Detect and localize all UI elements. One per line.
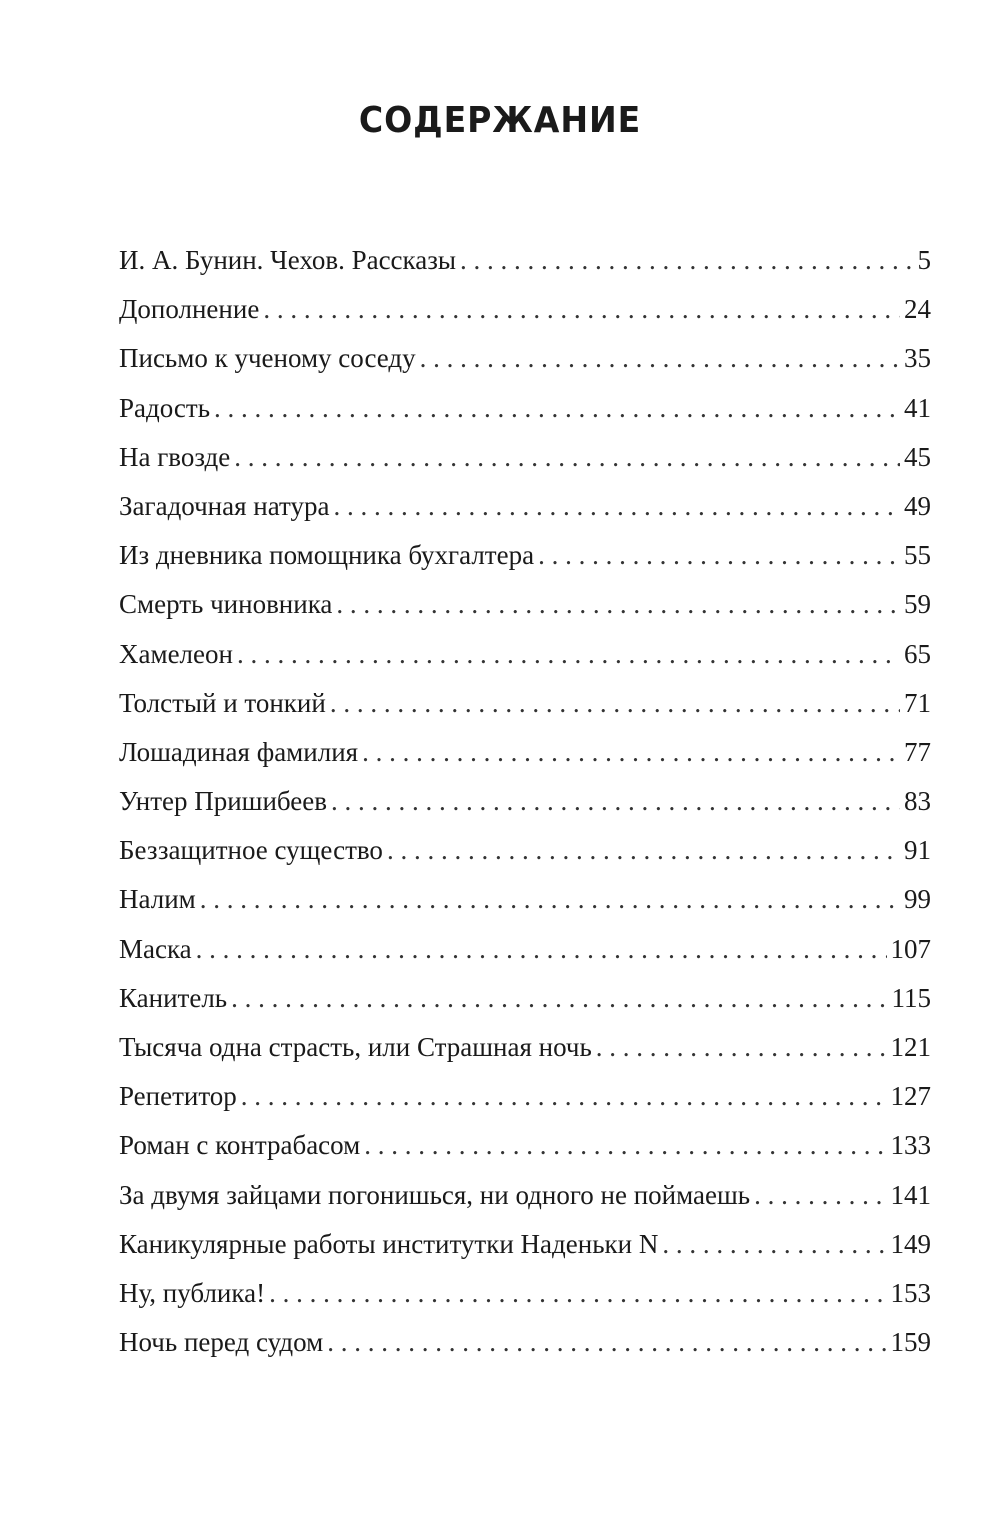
toc-dot-leader	[200, 875, 900, 924]
toc-dot-leader	[336, 580, 900, 629]
toc-dot-leader	[387, 826, 900, 875]
toc-entry	[119, 1269, 931, 1318]
toc-entry	[119, 875, 931, 924]
toc-entry-title: Налим	[119, 884, 196, 915]
page-title: СОДЕРЖАНИЕ	[358, 100, 642, 142]
toc-entry-page-number: 115	[891, 982, 931, 1013]
toc-dot-leader	[362, 728, 900, 777]
toc-entry-page-number: 91	[904, 835, 931, 866]
toc-entry	[119, 334, 931, 383]
toc-dot-leader	[420, 334, 900, 383]
toc-dot-leader	[241, 1072, 887, 1121]
toc-dot-leader	[234, 433, 900, 482]
toc-entry-page-number: 121	[890, 1032, 931, 1062]
toc-entry-title: Радость	[119, 392, 211, 423]
toc-entry-page-number: 149	[890, 1228, 931, 1259]
toc-entry	[119, 1171, 931, 1220]
toc-entry-title: Из дневника помощника бухгалтера	[119, 540, 535, 571]
toc-dot-leader	[263, 285, 900, 334]
toc-entry-page-number: 59	[904, 589, 931, 620]
toc-entry-title: Тысяча одна страсть, или Страшная ночь	[119, 1032, 592, 1062]
toc-dot-leader	[330, 679, 900, 728]
toc-entry-title: На гвозде	[119, 441, 231, 472]
toc-entry-title: Толстый и тонкий	[119, 687, 326, 718]
toc-dot-leader	[596, 1023, 887, 1072]
toc-entry	[119, 482, 931, 531]
toc-entry-title: Каникулярные работы институтки Наденьки N	[119, 1228, 659, 1259]
toc-entry	[119, 1072, 931, 1121]
toc-entry	[119, 236, 931, 285]
toc-entry-title: Загадочная натура	[119, 490, 330, 521]
toc-entry-title: Роман с контрабасом	[119, 1130, 361, 1161]
toc-entry	[119, 384, 931, 433]
toc-entry	[119, 433, 931, 482]
toc-entry-title: И. А. Бунин. Чехов. Рассказы	[119, 245, 457, 275]
toc-entry-title: Маска	[119, 933, 192, 964]
toc-dot-leader	[269, 1269, 886, 1318]
toc-entry-page-number: 99	[904, 884, 931, 915]
toc-dot-leader	[333, 482, 900, 531]
toc-entry-title: Репетитор	[119, 1081, 237, 1112]
toc-dot-leader	[196, 925, 887, 974]
toc-entry	[119, 1318, 931, 1367]
toc-entry-page-number: 127	[890, 1081, 931, 1112]
toc-entry-title: Беззащитное существо	[119, 835, 383, 866]
toc-entry-title: Унтер Пришибеев	[119, 786, 328, 817]
toc-entry-title: За двумя зайцами погонишься, ни одного не поймаешь	[119, 1179, 751, 1210]
toc-entry-page-number: 141	[890, 1179, 931, 1210]
toc-entry	[119, 1023, 931, 1072]
toc-entry-page-number: 133	[890, 1130, 931, 1161]
toc-entry	[119, 728, 931, 777]
toc-entry-title: Смерть чиновника	[119, 589, 333, 620]
toc-dot-leader	[662, 1220, 886, 1269]
toc-entry-page-number: 83	[904, 786, 931, 817]
toc-entry	[119, 925, 931, 974]
toc-entry	[119, 531, 931, 580]
toc-entry-page-number: 5	[917, 245, 931, 275]
toc-entry-page-number: 65	[904, 638, 931, 669]
toc-entry-title: Дополнение	[119, 294, 260, 325]
toc-entry-title: Лошадиная фамилия	[119, 736, 359, 767]
toc-entry	[119, 1121, 931, 1170]
toc-entry-page-number: 45	[904, 441, 931, 472]
toc-entry-page-number: 24	[904, 294, 931, 325]
toc-dot-leader	[538, 531, 900, 580]
toc-entry-page-number: 71	[904, 687, 931, 718]
toc-entry	[119, 679, 931, 728]
table-of-contents	[119, 236, 931, 1367]
toc-dot-leader	[327, 1318, 886, 1367]
toc-dot-leader	[364, 1121, 886, 1170]
toc-entry-page-number: 35	[904, 343, 931, 374]
toc-entry	[119, 826, 931, 875]
toc-entry-page-number: 41	[904, 392, 931, 423]
toc-entry-title: Канитель	[119, 982, 228, 1013]
toc-dot-leader	[754, 1171, 886, 1220]
toc-dot-leader	[331, 777, 900, 826]
toc-entry-title: Письмо к ученому соседу	[119, 343, 416, 374]
toc-dot-leader	[460, 236, 913, 285]
toc-entry-title: Ночь перед судом	[119, 1327, 324, 1358]
toc-entry-title: Хамелеон	[119, 638, 233, 669]
toc-entry	[119, 580, 931, 629]
toc-dot-leader	[231, 974, 887, 1023]
toc-entry	[119, 974, 931, 1023]
toc-entry-page-number: 159	[890, 1327, 931, 1358]
toc-entry-page-number: 49	[904, 490, 931, 521]
toc-entry	[119, 285, 931, 334]
toc-entry	[119, 1220, 931, 1269]
toc-dot-leader	[214, 384, 900, 433]
toc-entry-title: Ну, публика!	[119, 1277, 266, 1308]
toc-dot-leader	[237, 630, 900, 679]
toc-entry	[119, 630, 931, 679]
toc-entry-page-number: 77	[904, 736, 931, 767]
toc-entry-page-number: 107	[890, 933, 931, 964]
toc-entry	[119, 777, 931, 826]
toc-entry-page-number: 153	[890, 1277, 931, 1308]
toc-entry-page-number: 55	[904, 540, 931, 571]
